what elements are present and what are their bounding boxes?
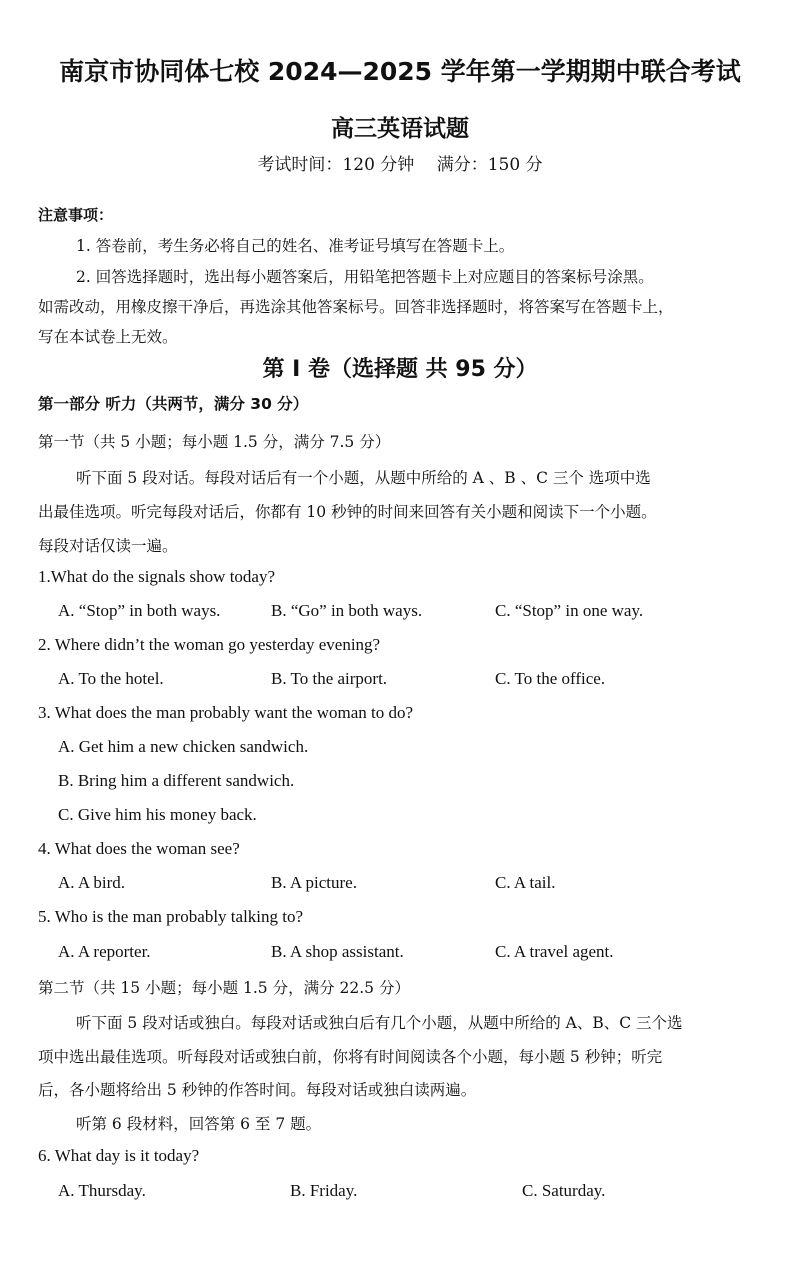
section2-heading: 第二节（共 15 小题；每小题 1.5 分，满分 22.5 分） bbox=[38, 979, 410, 997]
question-2-option-a: A. To the hotel. bbox=[58, 669, 164, 688]
question-2-stem: 2. Where didn’t the woman go yesterday evening? bbox=[38, 635, 381, 654]
question-4-stem: 4. What does the woman see? bbox=[38, 839, 240, 858]
question-2-option-c: C. To the office. bbox=[495, 669, 606, 688]
question-4-option-b: B. A picture. bbox=[271, 873, 357, 892]
notes-heading: 注意事项： bbox=[38, 206, 114, 224]
note-item-1: 1. 答卷前，考生务必将自己的姓名、准考证号填写在答题卡上。 bbox=[76, 237, 515, 255]
section2-instruction-line-1: 听下面 5 段对话或独白。每段对话或独白后有几个小题，从题中所给的 A、B、C 三个选 bbox=[76, 1014, 683, 1032]
question-5-option-b: B. A shop assistant. bbox=[271, 942, 404, 961]
section2-instruction-line-3: 后，各小题将给出 5 秒钟的作答时间。每段对话或独白读两遍。 bbox=[38, 1081, 477, 1099]
question-1-option-c: C. “Stop” in one way. bbox=[495, 601, 644, 620]
exam-subtitle: 高三英语试题 bbox=[331, 116, 469, 142]
question-1-option-b: B. “Go” in both ways. bbox=[271, 601, 423, 620]
question-1-option-a: A. “Stop” in both ways. bbox=[58, 601, 221, 620]
question-4-option-c: C. A tail. bbox=[495, 873, 556, 892]
question-2-option-b: B. To the airport. bbox=[271, 669, 388, 688]
section1-instruction-line-3: 每段对话仅读一遍。 bbox=[38, 537, 178, 555]
question-3-option-b: B. Bring him a different sandwich. bbox=[58, 771, 295, 790]
exam-title: 南京市协同体七校 2024—2025 学年第一学期期中联合考试 bbox=[59, 57, 741, 86]
question-6-option-c: C. Saturday. bbox=[522, 1181, 606, 1200]
question-5-option-c: C. A travel agent. bbox=[495, 942, 614, 961]
note-item-2-line-2: 如需改动，用橡皮擦干净后，再选涂其他答案标号。回答非选择题时，将答案写在答题卡上， bbox=[38, 298, 674, 316]
note-item-2-line-3: 写在本试卷上无效。 bbox=[38, 328, 178, 346]
section1-heading: 第一节（共 5 小题；每小题 1.5 分，满分 7.5 分） bbox=[38, 433, 391, 451]
question-5-stem: 5. Who is the man probably talking to? bbox=[38, 907, 304, 926]
section1-instruction-line-2: 出最佳选项。听完每段对话后，你都有 10 秒钟的时间来回答有关小题和阅读下一个小题。 bbox=[38, 503, 657, 521]
volume-title: 第 I 卷（选择题 共 95 分） bbox=[262, 357, 538, 382]
section2-instruction-line-2: 项中选出最佳选项。听每段对话或独白前，你将有时间阅读各个小题，每小题 5 秒钟；听完 bbox=[38, 1048, 663, 1066]
part1-title: 第一部分 听力（共两节，满分 30 分） bbox=[38, 395, 309, 413]
question-6-stem: 6. What day is it today? bbox=[38, 1146, 200, 1165]
question-3-option-a: A. Get him a new chicken sandwich. bbox=[58, 737, 309, 756]
section2-material-note: 听第 6 段材料，回答第 6 至 7 题。 bbox=[76, 1115, 322, 1133]
question-5-option-a: A. A reporter. bbox=[58, 942, 151, 961]
section1-instruction-line-1: 听下面 5 段对话。每段对话后有一个小题，从题中所给的 A 、B 、C 三个 选项中选 bbox=[76, 469, 651, 487]
question-6-option-b: B. Friday. bbox=[290, 1181, 358, 1200]
question-1-stem: 1.What do the signals show today? bbox=[38, 567, 276, 586]
question-6-option-a: A. Thursday. bbox=[58, 1181, 146, 1200]
note-item-2-line-1: 2. 回答选择题时，选出每小题答案后，用铅笔把答题卡上对应题目的答案标号涂黑。 bbox=[76, 268, 654, 286]
question-3-stem: 3. What does the man probably want the woman to do? bbox=[38, 703, 414, 722]
question-3-option-c: C. Give him his money back. bbox=[58, 805, 257, 824]
question-4-option-a: A. A bird. bbox=[58, 873, 126, 892]
exam-time-score: 考试时间：120 分钟 满分：150 分 bbox=[257, 155, 543, 175]
